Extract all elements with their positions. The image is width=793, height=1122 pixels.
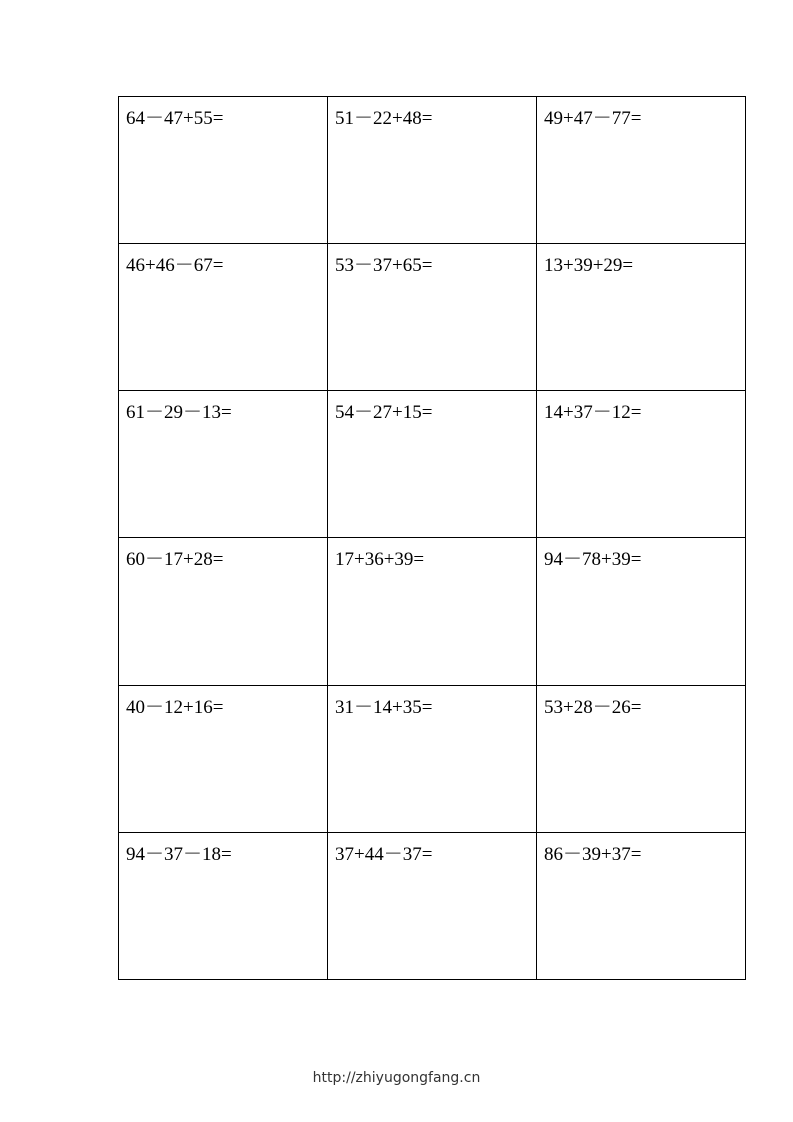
problem-cell <box>328 244 537 391</box>
problem-cell <box>537 244 746 391</box>
problem-text: 13+39+29= <box>544 255 634 277</box>
problem-cell <box>328 685 537 832</box>
problem-text: 94－37－18= <box>126 843 232 865</box>
problem-text: 60－17+28= <box>126 549 224 571</box>
problem-cell <box>119 538 328 685</box>
problem-text: 17+36+39= <box>335 549 425 571</box>
problem-cell <box>119 244 328 391</box>
problem-cell <box>119 832 328 979</box>
problem-cell <box>119 97 328 244</box>
problem-text: 61－29－13= <box>126 402 232 424</box>
grid-row <box>119 244 746 391</box>
problem-cell <box>537 538 746 685</box>
problem-cell <box>328 832 537 979</box>
problem-cell <box>328 97 537 244</box>
problem-text: 40－12+16= <box>126 696 224 718</box>
problem-cell <box>328 391 537 538</box>
problem-cell <box>119 391 328 538</box>
problem-text: 31－14+35= <box>335 696 433 718</box>
problem-text: 46+46－67= <box>126 255 224 277</box>
problem-text: 94－78+39= <box>544 549 642 571</box>
problem-grid <box>118 96 746 980</box>
grid-row <box>119 391 746 538</box>
problem-cell <box>119 685 328 832</box>
problem-cell <box>537 391 746 538</box>
grid-row <box>119 685 746 832</box>
problem-text: 53－37+65= <box>335 255 433 277</box>
problem-text: 53+28－26= <box>544 696 642 718</box>
problem-text: 14+37－12= <box>544 402 642 424</box>
problem-text: 37+44－37= <box>335 843 433 865</box>
grid-row <box>119 832 746 979</box>
problem-cell <box>537 97 746 244</box>
problem-cell <box>328 538 537 685</box>
grid-row <box>119 538 746 685</box>
problem-cell <box>537 685 746 832</box>
footer-url: http://zhiyugongfang.cn <box>312 1070 481 1086</box>
problem-cell <box>537 832 746 979</box>
problem-text: 49+47－77= <box>544 108 642 129</box>
grid-row <box>119 97 746 244</box>
problem-text: 54－27+15= <box>335 402 433 424</box>
problem-text: 64－47+55= <box>126 108 224 129</box>
problem-text: 51－22+48= <box>335 108 433 129</box>
problem-text: 86－39+37= <box>544 843 642 865</box>
